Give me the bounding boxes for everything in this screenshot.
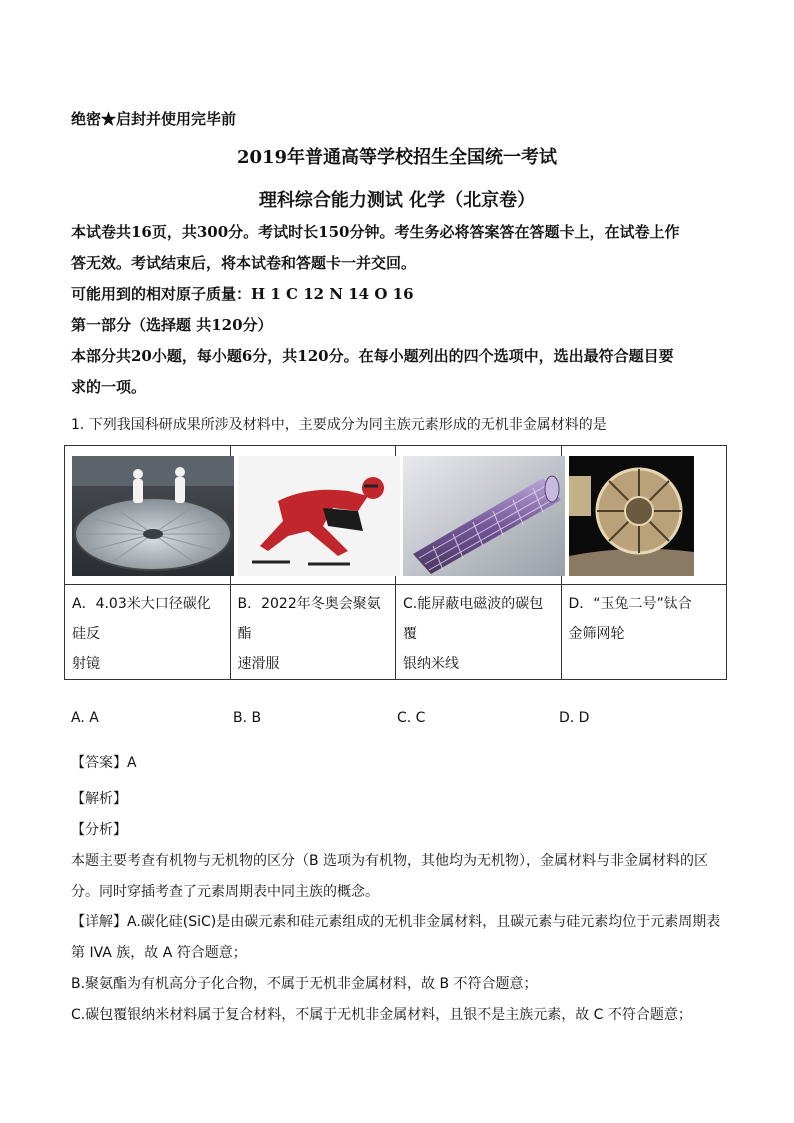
mirror-image [72, 456, 234, 576]
choice-d[interactable]: D. D [559, 710, 590, 726]
choice-a[interactable]: A. A [71, 710, 99, 726]
options-table [64, 445, 727, 680]
option-a-text: A．4.03米大口径碳化硅反 [72, 596, 211, 642]
detail-paragraph [71, 907, 725, 1031]
instruction-line: 答无效。考试结束后，将本试卷和答题卡一并交回。 [71, 254, 417, 272]
option-c [396, 585, 562, 680]
choice-b[interactable]: B. B [233, 710, 262, 726]
detail-line: 第 IVA 族，故 A 符合题意； [71, 945, 247, 961]
detail-label: 【详解】 [71, 914, 127, 930]
option-image-cell-c [396, 446, 562, 585]
option-d-text: 金筛网轮 [568, 626, 625, 642]
answer-line [71, 752, 137, 772]
answer-label: 【答案】 [71, 755, 127, 771]
section-heading: 第一部分（选择题 共120分） [71, 316, 273, 334]
answer-value: A [127, 755, 137, 771]
detail-text: A.碳化硅(SiC)是由碳元素和硅元素组成的无机非金属材料，且碳元素与硅元素均位于元素周期表 [127, 914, 721, 930]
exam-subtitle: 理科综合能力测试 化学（北京卷） [258, 190, 536, 211]
analysis-line: 本题主要考查有机物与无机物的区分（B 选项为有机物，其他均为无机物），金属材料与非金属材料的区 [71, 853, 709, 869]
fenxi-label: 【分析】 [71, 822, 127, 838]
option-a [65, 585, 231, 680]
exam-title: 2019年普通高等学校招生全国统一考试 [236, 147, 558, 168]
secret-notice: 绝密★启封并使用完毕前 [71, 110, 237, 128]
exam-instructions [71, 217, 731, 403]
skater-image [238, 456, 400, 576]
nanowire-image [403, 456, 565, 576]
section-note: 本部分共20小题，每小题6分，共120分。在每小题列出的四个选项中，选出最符合题目要 [71, 347, 674, 365]
analysis-line: 分。同时穿插考查了元素周期表中同主族的概念。 [71, 884, 379, 900]
detail-line: B.聚氨酯为有机高分子化合物，不属于无机非金属材料，故 B 不符合题意； [71, 976, 538, 992]
option-image-cell-b [230, 446, 396, 585]
option-d [561, 585, 727, 680]
option-a-text: 射镜 [72, 656, 100, 672]
option-b-text: 速滑服 [237, 656, 280, 672]
option-c-text: 银纳米线 [403, 656, 459, 672]
section-note: 求的一项。 [71, 378, 147, 396]
choice-c[interactable]: C. C [397, 710, 426, 726]
option-b-text: B．2022年冬奥会聚氨酯 [237, 596, 381, 642]
analysis-paragraph [71, 846, 725, 908]
atomic-mass-line: 可能用到的相对原子质量：H 1 C 12 N 14 O 16 [71, 285, 414, 303]
rover-image [569, 456, 694, 576]
jiexi-label: 【解析】 [71, 791, 127, 807]
option-image-cell-d [561, 446, 727, 585]
option-d-text: D．“玉兔二号”钛合 [568, 596, 692, 612]
detail-line [71, 907, 725, 938]
option-b [230, 585, 396, 680]
option-c-text: C.能屏蔽电磁波的碳包覆 [403, 596, 544, 642]
detail-line: C.碳包覆银纳米材料属于复合材料，不属于无机非金属材料，且银不是主族元素，故 C 不符合题意； [71, 1007, 692, 1023]
option-image-cell-a [65, 446, 231, 585]
instruction-line: 本试卷共16页，共300分。考试时长150分钟。考生务必将答案答在答题卡上，在试卷上作 [71, 223, 680, 241]
question-stem: 1. 下列我国科研成果所涉及材料中，主要成分为同主族元素形成的无机非金属材料的是 [71, 417, 607, 433]
